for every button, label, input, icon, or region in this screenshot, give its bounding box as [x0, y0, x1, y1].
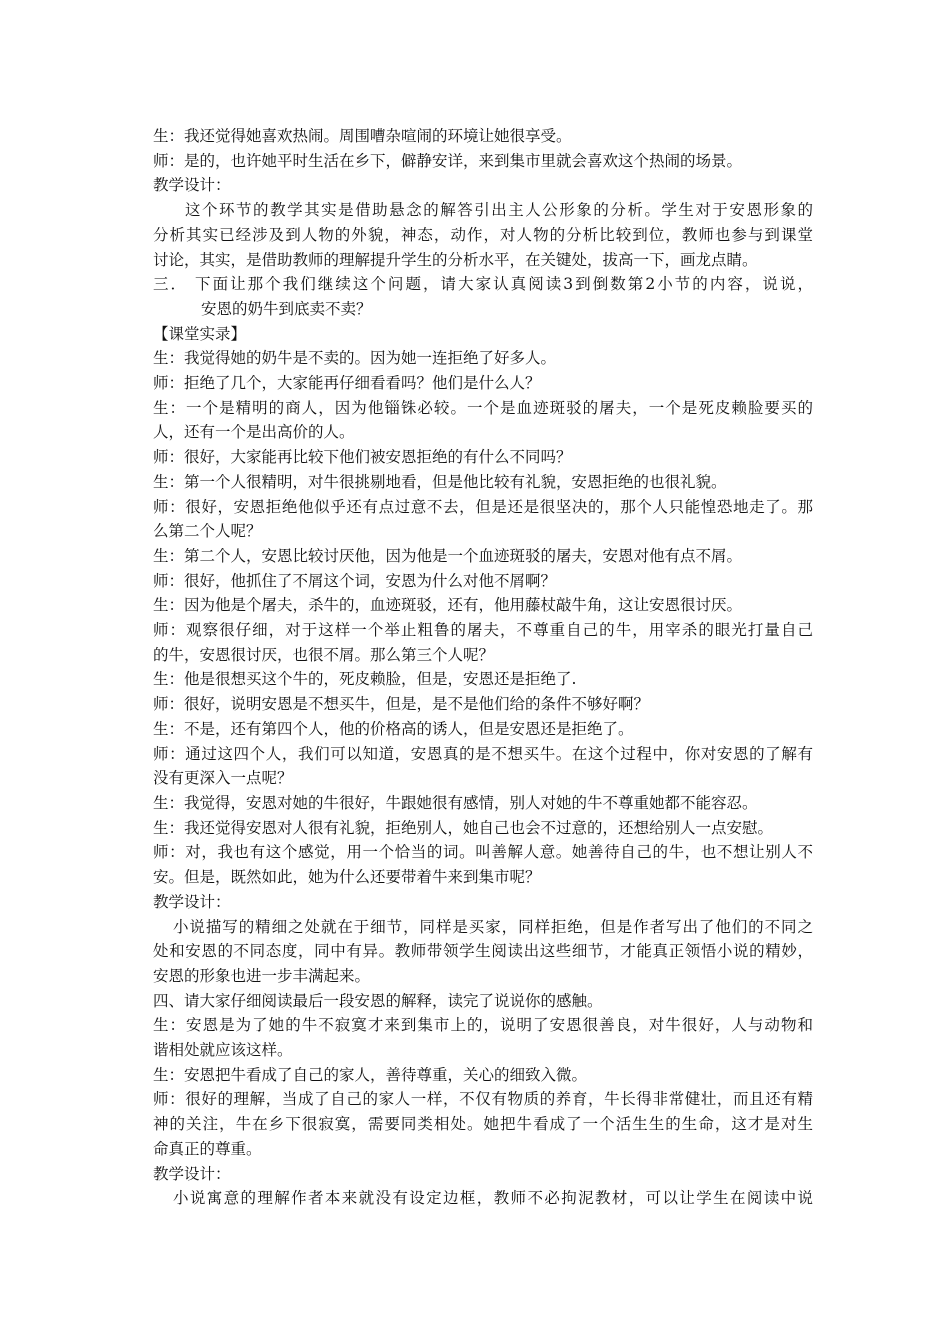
- text-line: 神的关注，牛在乡下很寂寞，需要同类相处。她把牛看成了一个活生生的生命，这才是对生: [153, 1115, 813, 1134]
- text-line: 谐相处就应该这样。: [153, 1041, 293, 1060]
- text-line: 生：不是，还有第四个人，他的价格高的诱人，但是安恩还是拒绝了。: [153, 719, 634, 738]
- text-line: 小说寓意的理解作者本来就没有设定边框，教师不必拘泥教材，可以让学生在阅读中说: [173, 1189, 813, 1208]
- text-line: 生：我觉得她的奶牛是不卖的。因为她一连拒绝了好多人。: [153, 349, 557, 368]
- text-line: 命真正的尊重。: [153, 1139, 262, 1158]
- text-line: 么第二个人呢？: [153, 522, 262, 541]
- text-line: 三． 下面让那个我们继续这个问题，请大家认真阅读3到倒数第2小节的内容，说说，: [153, 275, 813, 294]
- text-line: 安恩的形象也进一步丰满起来。: [153, 966, 371, 985]
- text-line: 师：是的，也许她平时生活在乡下，僻静安详，来到集市里就会喜欢这个热闹的场景。: [153, 151, 743, 170]
- text-line: 生：因为他是个屠夫，杀牛的，血迹斑驳，还有，他用藤杖敲牛角，这让安恩很讨厌。: [153, 596, 743, 615]
- text-line: 生：安恩是为了她的牛不寂寞才来到集市上的，说明了安恩很善良，对牛很好，人与动物和: [153, 1016, 813, 1035]
- text-line: 师：通过这四个人，我们可以知道，安恩真的是不想买牛。在这个过程中，你对安恩的了解有: [153, 744, 813, 763]
- text-line: 这个环节的教学其实是借助悬念的解答引出主人公形象的分析。学生对于安恩形象的: [185, 201, 813, 220]
- text-line: 小说描写的精细之处就在于细节，同样是买家，同样拒绝，但是作者写出了他们的不同之: [173, 917, 813, 936]
- text-line: 人，还有一个是出高价的人。: [153, 423, 355, 442]
- text-line: 分析其实已经涉及到人物的外貌，神态，动作，对人物的分析比较到位，教师也参与到课堂: [153, 225, 813, 244]
- text-line: 生：我还觉得安恩对人很有礼貌，拒绝别人，她自己也会不过意的，还想给别人一点安慰。: [153, 818, 774, 837]
- text-line: 教学设计：: [153, 1164, 231, 1183]
- text-line: 的牛，安恩很讨厌，也很不屑。那么第三个人呢？: [153, 645, 495, 664]
- text-line: 师：很好，安恩拒绝他似乎还有点过意不去，但是还是很坚决的，那个人只能惶恐地走了。那: [153, 497, 813, 516]
- text-line: 师：很好，他抓住了不屑这个词，安恩为什么对他不屑啊？: [153, 571, 557, 590]
- text-line: 没有更深入一点呢？: [153, 769, 293, 788]
- document-body: [153, 124, 813, 1211]
- text-line: 教学设计：: [153, 892, 231, 911]
- text-line: 生：我还觉得她喜欢热闹。周围嘈杂喧闹的环境让她很享受。: [153, 127, 572, 145]
- text-line: 安恩的奶牛到底卖不卖？: [201, 299, 372, 318]
- text-line: 生：我觉得，安恩对她的牛很好，牛跟她很有感情，别人对她的牛不尊重她都不能容忍。: [153, 793, 758, 812]
- text-line: 师：对，我也有这个感觉，用一个恰当的词。叫善解人意。她善待自己的牛，也不想让别人不: [153, 843, 813, 862]
- text-line: 【课堂实录】: [153, 324, 247, 343]
- text-line: 处和安恩的不同态度，同中有异。教师带领学生阅读出这些细节，才能真正领悟小说的精妙，: [153, 942, 813, 961]
- text-line: 教学设计：: [153, 176, 231, 195]
- text-line: 师：拒绝了几个，大家能再仔细看看吗？他们是什么人？: [153, 374, 541, 393]
- text-line: 讨论，其实，是借助教师的理解提升学生的分析水平，在关键处，拔高一下，画龙点睛。: [153, 250, 758, 269]
- text-line: 生：他是很想买这个牛的，死皮赖脸，但是，安恩还是拒绝了.: [153, 670, 577, 689]
- text-line: 安。但是，既然如此，她为什么还要带着牛来到集市呢？: [153, 868, 541, 887]
- text-line: 师：很好，说明安恩是不想买牛，但是，是不是他们给的条件不够好啊？: [153, 695, 650, 714]
- text-line: 生：第一个人很精明，对牛很挑剔地看，但是他比较有礼貌，安恩拒绝的也很礼貌。: [153, 472, 727, 491]
- text-line: 生：安恩把牛看成了自己的家人，善待尊重，关心的细致入微。: [153, 1065, 588, 1084]
- text-line: 师：很好，大家能再比较下他们被安恩拒绝的有什么不同吗？: [153, 448, 572, 467]
- text-line: 师：很好的理解，当成了自己的家人一样，不仅有物质的养育，牛长得非常健壮，而且还有精: [153, 1090, 813, 1109]
- text-line: 四、请大家仔细阅读最后一段安恩的解释，读完了说说你的感触。: [153, 991, 603, 1010]
- text-line: 师：观察很仔细，对于这样一个举止粗鲁的屠夫，不尊重自己的牛，用宰杀的眼光打量自己: [153, 621, 813, 640]
- text-line: 生：一个是精明的商人，因为他锱铢必较。一个是血迹斑驳的屠夫，一个是死皮赖脸要买的: [153, 398, 813, 417]
- text-line: 生：第二个人，安恩比较讨厌他，因为他是一个血迹斑驳的屠夫，安恩对他有点不屑。: [153, 546, 743, 565]
